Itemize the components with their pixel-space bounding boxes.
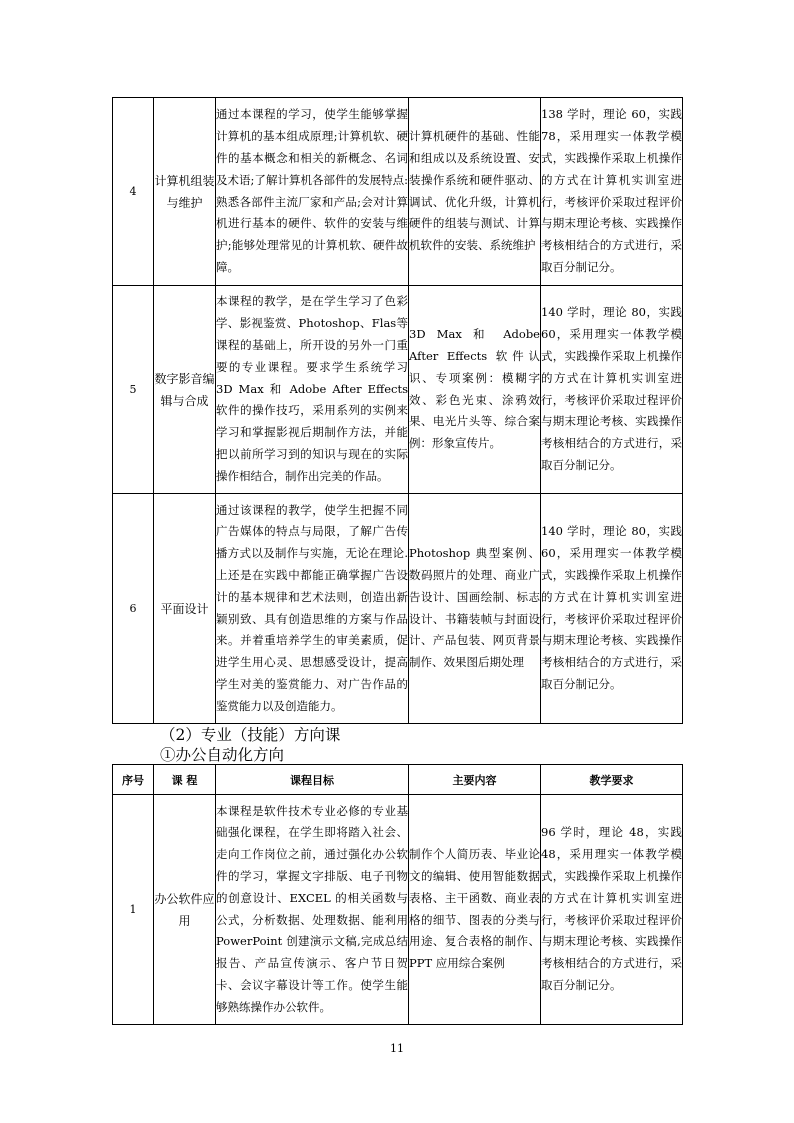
page-number: 11 xyxy=(390,1042,404,1055)
row-number: 1 xyxy=(113,795,154,1025)
table-row xyxy=(113,494,683,724)
course-content: 计算机硬件的基础、性能和组成以及系统设置、安装操作系统和硬件驱动、调试、优化升级，计算机硬件的组装与测试、计算机软件的安装、系统维护 xyxy=(409,98,541,286)
direction-heading: ①办公自动化方向 xyxy=(160,746,285,764)
course-goal: 通过该课程的教学，使学生把握不同广告媒体的特点与局限，了解广告传播方式以及制作与实施，无论在理论.上还是在实践中都能正确掌握广告设计的基本规律和艺术法则，创造出新颖别致、具有创造思维的方案与作品来。并着重培养学生的审美素质，促进学生用心灵、思想感受设计，提高学生对美的鉴赏能力、对广告作品的鉴赏能力以及创造能力。 xyxy=(216,494,409,724)
subsection-heading: （2）专业（技能）方向课 xyxy=(160,726,341,744)
header-requirements: 教学要求 xyxy=(541,765,683,795)
course-name: 数字影音编辑与合成 xyxy=(154,286,216,494)
course-goal: 本课程是软件技术专业必修的专业基础强化课程，在学生即将踏入社会、走向工作岗位之前，通过强化办公软件的学习，掌握文字排版、电子刊物的创意设计、EXCEL 的相关函数与公式，分析数据、处理数据、能利用 PowerPoint 创建演示文稿,完成总结报告、产品宣传演示、客户节日贺卡、会议字幕设计等工作。使学生能够熟练操作办公软件。 xyxy=(216,795,409,1025)
header-course: 课 程 xyxy=(154,765,216,795)
header-content: 主要内容 xyxy=(409,765,541,795)
row-number: 5 xyxy=(113,286,154,494)
course-requirements: 140 学时，理论 80，实践 60，采用理实一体教学模式，实践操作采取上机操作的方式在计算机实训室进行，考核评价采取过程评价与期末理论考核、实践操作考核相结合的方式进行，采取百分制记分。 xyxy=(541,286,683,494)
course-table-professional xyxy=(112,97,683,724)
header-number: 序号 xyxy=(113,765,154,795)
course-goal: 本课程的教学，是在学生学习了色彩学、影视鉴赏、Photoshop、Flas等课程的基础上，所开设的另外一门重要的专业课程。要求学生系统学习 3D Max 和 Adobe After Effects 软件的操作技巧，采用系列的实例来学习和掌握影视后期制作方法，并能把以前所学习到的知识与现在的实际操作相结合，制作出完美的作品。 xyxy=(216,286,409,494)
row-number: 4 xyxy=(113,98,154,286)
row-number: 6 xyxy=(113,494,154,724)
table-row xyxy=(113,98,683,286)
course-requirements: 140 学时，理论 80，实践 60，采用理实一体教学模式，实践操作采取上机操作的方式在计算机实训室进行，考核评价采取过程评价与期末理论考核、实践操作考核相结合的方式进行，采取百分制记分。 xyxy=(541,494,683,724)
course-name: 平面设计 xyxy=(154,494,216,724)
course-name: 计算机组装与维护 xyxy=(154,98,216,286)
table-row xyxy=(113,795,683,1025)
course-requirements: 96 学时，理论 48，实践 48，采用理实一体教学模式，实践操作采取上机操作的方式在计算机实训室进行，考核评价采取过程评价与期末理论考核、实践操作考核相结合的方式进行，采取百分制记分。 xyxy=(541,795,683,1025)
header-goal: 课程目标 xyxy=(216,765,409,795)
course-goal: 通过本课程的学习，使学生能够掌握计算机的基本组成原理;计算机软、硬件的基本概念和相关的新概念、名词及术语;了解计算机各部件的发展特点:熟悉各部件主流厂家和产品;会对计算机进行基本的硬件、软件的安装与维护;能够处理常见的计算机软、硬件故障。 xyxy=(216,98,409,286)
course-requirements: 138 学时，理论 60，实践 78，采用理实一体教学模式，实践操作采取上机操作的方式在计算机实训室进行，考核评价采取过程评价与期末理论考核、实践操作考核相结合的方式进行，采取百分制记分。 xyxy=(541,98,683,286)
table-header-row xyxy=(113,765,683,795)
course-content: 制作个人简历表、毕业论文的编辑、使用智能数据表格、主干函数、商业表格的细节、图表的分类与用途、复合表格的制作、PPT 应用综合案例 xyxy=(409,795,541,1025)
course-content: Photoshop 典型案例、数码照片的处理、商业广告设计、国画绘制、标志设计、书籍装帧与封面设计、产品包装、网页背景制作、效果图后期处理 xyxy=(409,494,541,724)
course-table-office xyxy=(112,764,683,1025)
table-row xyxy=(113,286,683,494)
course-name: 办公软件应用 xyxy=(154,795,216,1025)
course-content: 3D Max 和 Adobe After Effects 软件认识、专项案例：模糊字效、彩色光束、涂鸦效果、电光片头等、综合案例：形象宣传片。 xyxy=(409,286,541,494)
